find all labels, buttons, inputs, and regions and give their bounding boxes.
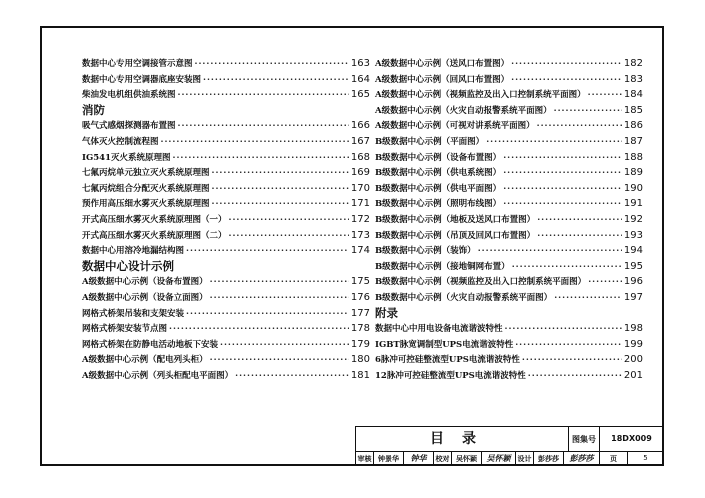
title-block-row-signatures <box>356 452 663 465</box>
reviewer-signature: 钟华 <box>404 452 434 465</box>
entry-title: 开式高压细水雾灭火系统原理图（一） <box>82 214 227 225</box>
entry-page-number: 165 <box>350 89 370 101</box>
entry-title: A级数据中心示例（可视对讲系统平面图） <box>375 121 535 132</box>
dot-leader <box>588 275 622 291</box>
entry-title: 网格式桥架安装节点图 <box>82 324 168 335</box>
check-label: 校对 <box>434 452 452 465</box>
entry-page-number: 199 <box>623 338 643 350</box>
entry-title: B级数据中心示例（火灾自动报警系统平面图） <box>375 292 553 303</box>
dot-leader <box>503 197 622 213</box>
entry-page-number: 164 <box>350 73 370 85</box>
dot-leader <box>212 197 349 213</box>
toc-entry[interactable] <box>375 196 643 212</box>
entry-page-number: 163 <box>350 58 370 69</box>
toc-entry[interactable] <box>82 274 370 290</box>
toc-entry[interactable] <box>375 243 643 259</box>
dot-leader <box>186 244 349 260</box>
toc-entry[interactable] <box>82 243 370 259</box>
section-heading: 数据中心设计示例 <box>82 258 174 273</box>
toc-entry[interactable] <box>82 290 370 306</box>
entry-page-number: 183 <box>623 73 643 85</box>
toc-entry[interactable] <box>82 72 370 88</box>
entry-page-number: 170 <box>350 182 370 194</box>
toc-entry[interactable] <box>82 368 370 384</box>
toc-entry[interactable] <box>82 212 370 228</box>
dot-leader <box>515 338 622 354</box>
entry-title: IGBT脉宽调制型UPS电流谐波特性 <box>375 339 514 350</box>
toc-entry[interactable] <box>375 368 643 384</box>
entry-title: A级数据中心示例（列头柜配电平面图） <box>82 370 234 381</box>
page-label: 页 <box>600 452 628 465</box>
entry-page-number: 171 <box>350 198 370 210</box>
dot-leader <box>203 73 349 89</box>
entry-page-number: 194 <box>623 245 643 257</box>
entry-page-number: 198 <box>623 323 643 335</box>
toc-entry[interactable] <box>375 72 643 88</box>
dot-leader <box>210 275 349 291</box>
entry-title: 数据中心专用空调接管示意图 <box>82 59 193 69</box>
entry-title: B级数据中心示例（地板及送风口布置图） <box>375 214 536 225</box>
toc-entry[interactable] <box>82 321 370 337</box>
dot-leader <box>161 135 349 151</box>
entry-title: 预作用高压细水雾灭火系统原理图 <box>82 199 210 210</box>
toc-entry[interactable] <box>375 290 643 306</box>
entry-title: B级数据中心示例（平面图） <box>375 136 485 147</box>
page-title: 目录 <box>356 427 569 451</box>
entry-title: 开式高压细水雾灭火系统原理图（二） <box>82 230 227 241</box>
dot-leader <box>186 307 349 323</box>
dot-leader <box>210 353 349 369</box>
dot-leader <box>537 213 622 229</box>
section-heading: 消防 <box>82 102 105 117</box>
entry-page-number: 173 <box>350 229 370 241</box>
entry-title: 七氟丙烷组合分配灭火系统原理图 <box>82 183 210 194</box>
dot-leader <box>172 151 348 167</box>
entry-page-number: 193 <box>623 229 643 241</box>
entry-page-number: 181 <box>350 369 370 381</box>
entry-page-number: 182 <box>623 58 643 69</box>
dot-leader <box>512 260 622 276</box>
entry-page-number: 172 <box>350 213 370 225</box>
dot-leader <box>178 88 349 104</box>
dot-leader <box>486 135 622 151</box>
toc-entry[interactable] <box>375 56 643 72</box>
toc-entry[interactable] <box>375 87 643 103</box>
entry-page-number: 179 <box>350 338 370 350</box>
entry-page-number: 185 <box>623 104 643 116</box>
entry-page-number: 174 <box>350 245 370 257</box>
toc-entry[interactable] <box>82 134 370 150</box>
entry-page-number: 189 <box>623 167 643 179</box>
toc-entry[interactable] <box>82 56 370 72</box>
toc-entry[interactable] <box>375 259 643 275</box>
entry-page-number: 197 <box>623 291 643 303</box>
toc-left-column <box>82 56 370 383</box>
entry-page-number: 187 <box>623 135 643 147</box>
entry-title: IG541灭火系统原理图 <box>82 152 171 163</box>
entry-title: 12脉冲可控硅整流型UPS电流谐波特性 <box>375 370 526 381</box>
title-block-row-top <box>356 427 663 452</box>
entry-title: B级数据中心示例（供电系统图） <box>375 168 502 179</box>
toc-entry[interactable] <box>375 274 643 290</box>
toc-entry[interactable] <box>82 181 370 197</box>
entry-page-number: 177 <box>350 307 370 319</box>
entry-page-number: 180 <box>350 354 370 366</box>
entry-title: 柴油发电机组供油系统图 <box>82 90 176 101</box>
entry-title: A级数据中心示例（设备立面图） <box>82 292 208 303</box>
entry-page-number: 200 <box>623 354 643 366</box>
dot-leader <box>229 229 349 245</box>
section-heading: 附录 <box>375 305 398 320</box>
dot-leader <box>511 57 622 73</box>
designer-signature: 彭莎莎 <box>564 452 600 465</box>
entry-title: A级数据中心示例（回风口布置图） <box>375 74 510 85</box>
atlas-number-label: 图集号 <box>569 427 600 451</box>
entry-title: A级数据中心示例（送风口布置图） <box>375 59 510 69</box>
entry-title: 气体灭火控制流程图 <box>82 136 159 147</box>
page-number: 5 <box>643 454 648 462</box>
toc-entry[interactable] <box>375 337 643 353</box>
entry-page-number: 175 <box>350 276 370 288</box>
entry-title: A级数据中心示例（视频监控及出入口控制系统平面图） <box>375 90 586 101</box>
entry-title: B级数据中心示例（装饰） <box>375 246 476 257</box>
entry-page-number: 195 <box>623 260 643 272</box>
entry-title: 网格式桥架吊装和支架安装 <box>82 308 185 319</box>
toc-entry[interactable] <box>82 228 370 244</box>
dot-leader <box>537 119 622 135</box>
dot-leader <box>503 182 622 198</box>
toc-entry[interactable] <box>82 306 370 322</box>
dot-leader <box>554 104 622 120</box>
entry-page-number: 178 <box>350 323 370 335</box>
entry-page-number: 188 <box>623 151 643 163</box>
checker-name: 吴怀颖 <box>452 452 482 465</box>
entry-title: B级数据中心示例（供电平面图） <box>375 183 502 194</box>
dot-leader <box>505 322 622 338</box>
toc-entry[interactable] <box>375 212 643 228</box>
dot-leader <box>528 369 622 385</box>
toc-entry[interactable] <box>82 165 370 181</box>
entry-title: B级数据中心示例（设备布置图） <box>375 152 502 163</box>
toc-entry[interactable] <box>82 150 370 166</box>
dot-leader <box>522 353 622 369</box>
toc-entry[interactable] <box>375 181 643 197</box>
entry-title: A级数据中心示例（设备布置图） <box>82 277 208 288</box>
entry-page-number: 169 <box>350 167 370 179</box>
entry-title: B级数据中心示例（接地铜网布置） <box>375 261 510 272</box>
entry-page-number: 191 <box>623 198 643 210</box>
title-block <box>355 426 663 465</box>
entry-title: 网格式桥架在防静电活动地板下安装 <box>82 339 219 350</box>
toc-entry[interactable] <box>82 352 370 368</box>
dot-leader <box>229 213 349 229</box>
entry-title: B级数据中心示例（吊顶及回风口布置图） <box>375 230 536 241</box>
entry-page-number: 190 <box>623 182 643 194</box>
dot-leader <box>503 151 622 167</box>
designer-name: 彭莎莎 <box>534 452 564 465</box>
toc-entry[interactable] <box>375 321 643 337</box>
dot-leader <box>511 73 622 89</box>
dot-leader <box>554 291 622 307</box>
design-label: 设计 <box>516 452 534 465</box>
toc-entry[interactable] <box>82 87 370 103</box>
toc-entry[interactable] <box>375 103 643 119</box>
dot-leader <box>478 244 622 260</box>
entry-page-number: 167 <box>350 135 370 147</box>
dot-leader <box>212 166 349 182</box>
dot-leader <box>220 338 349 354</box>
entry-title: A级数据中心示例（配电列头柜） <box>82 355 208 366</box>
review-label: 审核 <box>356 452 374 465</box>
entry-title: 6脉冲可控硅整流型UPS电流谐波特性 <box>375 355 520 366</box>
toc-entry[interactable] <box>375 150 643 166</box>
entry-page-number: 168 <box>350 151 370 163</box>
toc-entry[interactable] <box>82 118 370 134</box>
entry-page-number: 184 <box>623 89 643 101</box>
dot-leader <box>537 229 622 245</box>
atlas-number: 18DX009 <box>611 434 652 443</box>
drawing-frame <box>40 26 664 466</box>
entry-title: 数据中心用溶冷地漏结构图 <box>82 246 185 257</box>
entry-title: B级数据中心示例（照明布线图） <box>375 199 502 210</box>
dot-leader <box>195 57 349 73</box>
entry-page-number: 166 <box>350 120 370 132</box>
toc-entry[interactable] <box>82 337 370 353</box>
toc-entry[interactable] <box>375 352 643 368</box>
entry-page-number: 186 <box>623 120 643 132</box>
dot-leader <box>169 322 349 338</box>
entry-title: A级数据中心示例（火灾自动报警系统平面图） <box>375 105 552 116</box>
toc-entry[interactable] <box>375 118 643 134</box>
dot-leader <box>210 291 349 307</box>
toc-entry[interactable] <box>375 228 643 244</box>
entry-title: 吸气式感烟探测器布置图 <box>82 121 176 132</box>
toc-entry[interactable] <box>375 165 643 181</box>
toc-right-column <box>375 56 643 383</box>
entry-title: B级数据中心示例（视频监控及出入口控制系统平面图） <box>375 277 587 288</box>
entry-page-number: 201 <box>623 369 643 381</box>
entry-title: 数据中心中用电设备电流谐波特性 <box>375 324 503 335</box>
dot-leader <box>588 88 622 104</box>
entry-page-number: 196 <box>623 276 643 288</box>
checker-signature: 吴怀颖 <box>482 452 516 465</box>
toc-entry[interactable] <box>375 134 643 150</box>
entry-title: 数据中心专用空调器底座安装图 <box>82 74 202 85</box>
dot-leader <box>178 119 349 135</box>
entry-page-number: 192 <box>623 213 643 225</box>
dot-leader <box>212 182 349 198</box>
dot-leader <box>503 166 622 182</box>
entry-page-number: 176 <box>350 291 370 303</box>
dot-leader <box>235 369 349 385</box>
reviewer-name: 钟景华 <box>374 452 404 465</box>
toc-entry[interactable] <box>82 196 370 212</box>
entry-title: 七氟丙烷单元独立灭火系统原理图 <box>82 168 210 179</box>
